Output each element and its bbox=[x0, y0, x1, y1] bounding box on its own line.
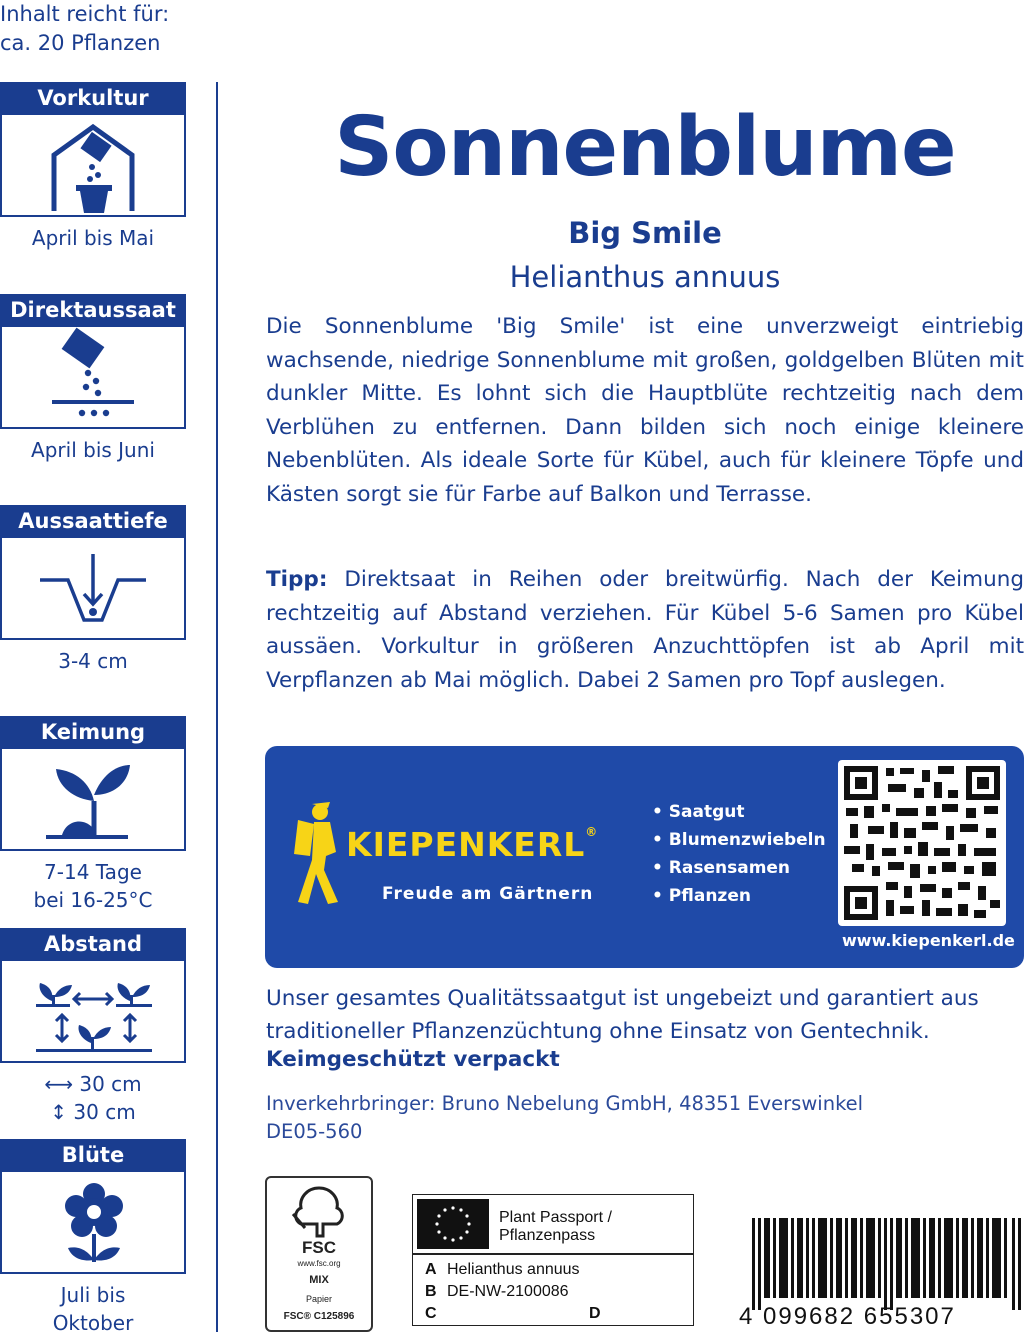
fsc-license: FSC® C125896 bbox=[283, 1311, 355, 1322]
vertical-arrow-icon: ↕ bbox=[50, 1100, 68, 1124]
category-value: April bis Juni bbox=[31, 438, 155, 462]
passport-b-value: DE-NW-2100086 bbox=[447, 1283, 569, 1300]
content-note-line-1: Inhalt reicht für: bbox=[0, 2, 170, 26]
vertical-spacing-value: 30 cm bbox=[73, 1100, 136, 1124]
category-icon-box bbox=[0, 327, 186, 429]
passport-a-value: Helianthus annuus bbox=[447, 1261, 580, 1278]
passport-a-label: A bbox=[425, 1261, 437, 1278]
category-title: Abstand bbox=[0, 928, 186, 961]
horizontal-spacing-value: 30 cm bbox=[79, 1072, 142, 1096]
category-value: April bis Mai bbox=[31, 226, 155, 250]
category-value-line-2: bei 16-25°C bbox=[33, 888, 153, 912]
product-line-item: • Pflanzen bbox=[652, 886, 751, 906]
category-title: Blüte bbox=[0, 1139, 186, 1172]
fsc-name: FSC bbox=[302, 1238, 336, 1257]
fsc-paper: Papier bbox=[305, 1294, 332, 1304]
product-description: Die Sonnenblume 'Big Smile' ist eine unverzweigt eintriebig wachsende, niedrige Sonnenblume mit großen, goldgelben Blüten mit dunkler Mitte. Es lohnt sich die Hauptblüte rechtzeitig nach dem Verblühen zu entfernen. Dann bilden sich noch einige kleinere Nebenblüten. Als ideale Sorte für Kübel, auch für kleinere Töpfe und Kästen sorgt sie für Farbe auf Balkon und Terrasse. bbox=[266, 314, 1024, 507]
brand-wordmark: KIEPENKERL bbox=[346, 825, 586, 864]
distributor-name: Inverkehrbringer: Bruno Nebelung GmbH, 48351 Everswinkel bbox=[266, 1092, 864, 1115]
seedling-icon bbox=[2, 749, 184, 849]
fsc-label bbox=[265, 1176, 373, 1332]
product-line-item: • Rasensamen bbox=[652, 858, 791, 878]
tip-label: Tipp: bbox=[266, 567, 328, 592]
registered-mark-icon: ® bbox=[585, 825, 599, 839]
category-abstand bbox=[0, 928, 186, 1128]
product-variety: Big Smile bbox=[568, 216, 722, 250]
passport-title-2: Pflanzenpass bbox=[499, 1227, 596, 1244]
category-bluete bbox=[0, 1139, 186, 1335]
qr-code[interactable] bbox=[838, 760, 1006, 926]
hiker-logo-icon bbox=[290, 800, 350, 906]
sowing-depth-icon bbox=[2, 538, 184, 638]
category-title: Keimung bbox=[0, 716, 186, 749]
column-divider bbox=[216, 82, 218, 1332]
brand-name bbox=[346, 825, 598, 864]
flower-icon bbox=[2, 1172, 184, 1272]
tip-text: Direktsaat in Reihen oder breitwürfig. Nach der Keimung rechtzeitig auf Abstand verziehen. Für Kübel 5-6 Samen pro Kübel aussäen. Vorkultur in größeren Anzuchttöpfen ist ab April mit Verpflanzen ab Mai möglich. Dabei 2 Samen pro Topf auslegen. bbox=[266, 567, 1024, 693]
spacing-icon bbox=[2, 961, 184, 1061]
packaging-statement: Keimgeschützt verpackt bbox=[266, 1047, 560, 1072]
distributor-info bbox=[266, 1090, 863, 1146]
category-direktaussaat bbox=[0, 294, 186, 484]
category-keimung bbox=[0, 716, 186, 916]
fsc-url: www.fsc.org bbox=[297, 1259, 341, 1268]
fsc-mix: MIX bbox=[309, 1274, 329, 1286]
plant-passport bbox=[412, 1194, 694, 1326]
content-note bbox=[0, 0, 169, 58]
passport-title-1: Plant Passport / bbox=[499, 1209, 612, 1226]
horizontal-arrow-icon: ⟷ bbox=[44, 1072, 73, 1096]
greenhouse-sowing-icon bbox=[2, 115, 184, 215]
brand-slogan: Freude am Gärtnern bbox=[382, 884, 594, 904]
product-line-item: • Saatgut bbox=[652, 802, 745, 822]
control-code: DE05-560 bbox=[266, 1120, 363, 1143]
category-title: Direktaussaat bbox=[0, 294, 186, 327]
passport-b-label: B bbox=[425, 1283, 437, 1300]
qr-code-icon bbox=[838, 760, 1006, 926]
content-note-line-2: ca. 20 Pflanzen bbox=[0, 31, 161, 55]
website-link[interactable]: www.kiepenkerl.de bbox=[842, 931, 1015, 950]
category-value-line-1: 7-14 Tage bbox=[44, 860, 142, 884]
passport-d-label: D bbox=[589, 1305, 601, 1322]
barcode-number: 4 099682 655307 bbox=[739, 1303, 956, 1330]
category-vorkultur bbox=[0, 82, 186, 272]
category-icon-box bbox=[0, 1172, 186, 1274]
eu-flag-icon bbox=[417, 1199, 489, 1249]
product-title: Sonnenblume bbox=[334, 100, 956, 195]
category-value-line-1 bbox=[0, 1070, 186, 1098]
product-latin-name: Helianthus annuus bbox=[509, 260, 781, 294]
category-value-line-2 bbox=[0, 1098, 186, 1126]
category-aussaattiefe bbox=[0, 505, 186, 695]
category-value-line-2: Oktober bbox=[52, 1311, 134, 1335]
barcode bbox=[752, 1218, 1024, 1310]
product-tip bbox=[266, 563, 1024, 697]
category-title: Aussaattiefe bbox=[0, 505, 186, 538]
category-icon-box bbox=[0, 538, 186, 640]
passport-divider bbox=[413, 1253, 693, 1255]
category-icon-box bbox=[0, 115, 186, 217]
passport-c-label: C bbox=[425, 1305, 437, 1322]
product-line-item: • Blumenzwiebeln bbox=[652, 830, 826, 850]
direct-sowing-icon bbox=[2, 327, 184, 427]
category-value: 3-4 cm bbox=[58, 649, 128, 673]
quality-statement: Unser gesamtes Qualitätssaatgut ist ungebeizt und garantiert aus traditioneller Pflanzenzüchtung ohne Einsatz von Gentechnik. bbox=[266, 986, 979, 1044]
category-title: Vorkultur bbox=[0, 82, 186, 115]
category-icon-box bbox=[0, 961, 186, 1063]
category-icon-box bbox=[0, 749, 186, 851]
fsc-tree-icon bbox=[289, 1184, 349, 1238]
category-value-line-1: Juli bis bbox=[60, 1283, 126, 1307]
